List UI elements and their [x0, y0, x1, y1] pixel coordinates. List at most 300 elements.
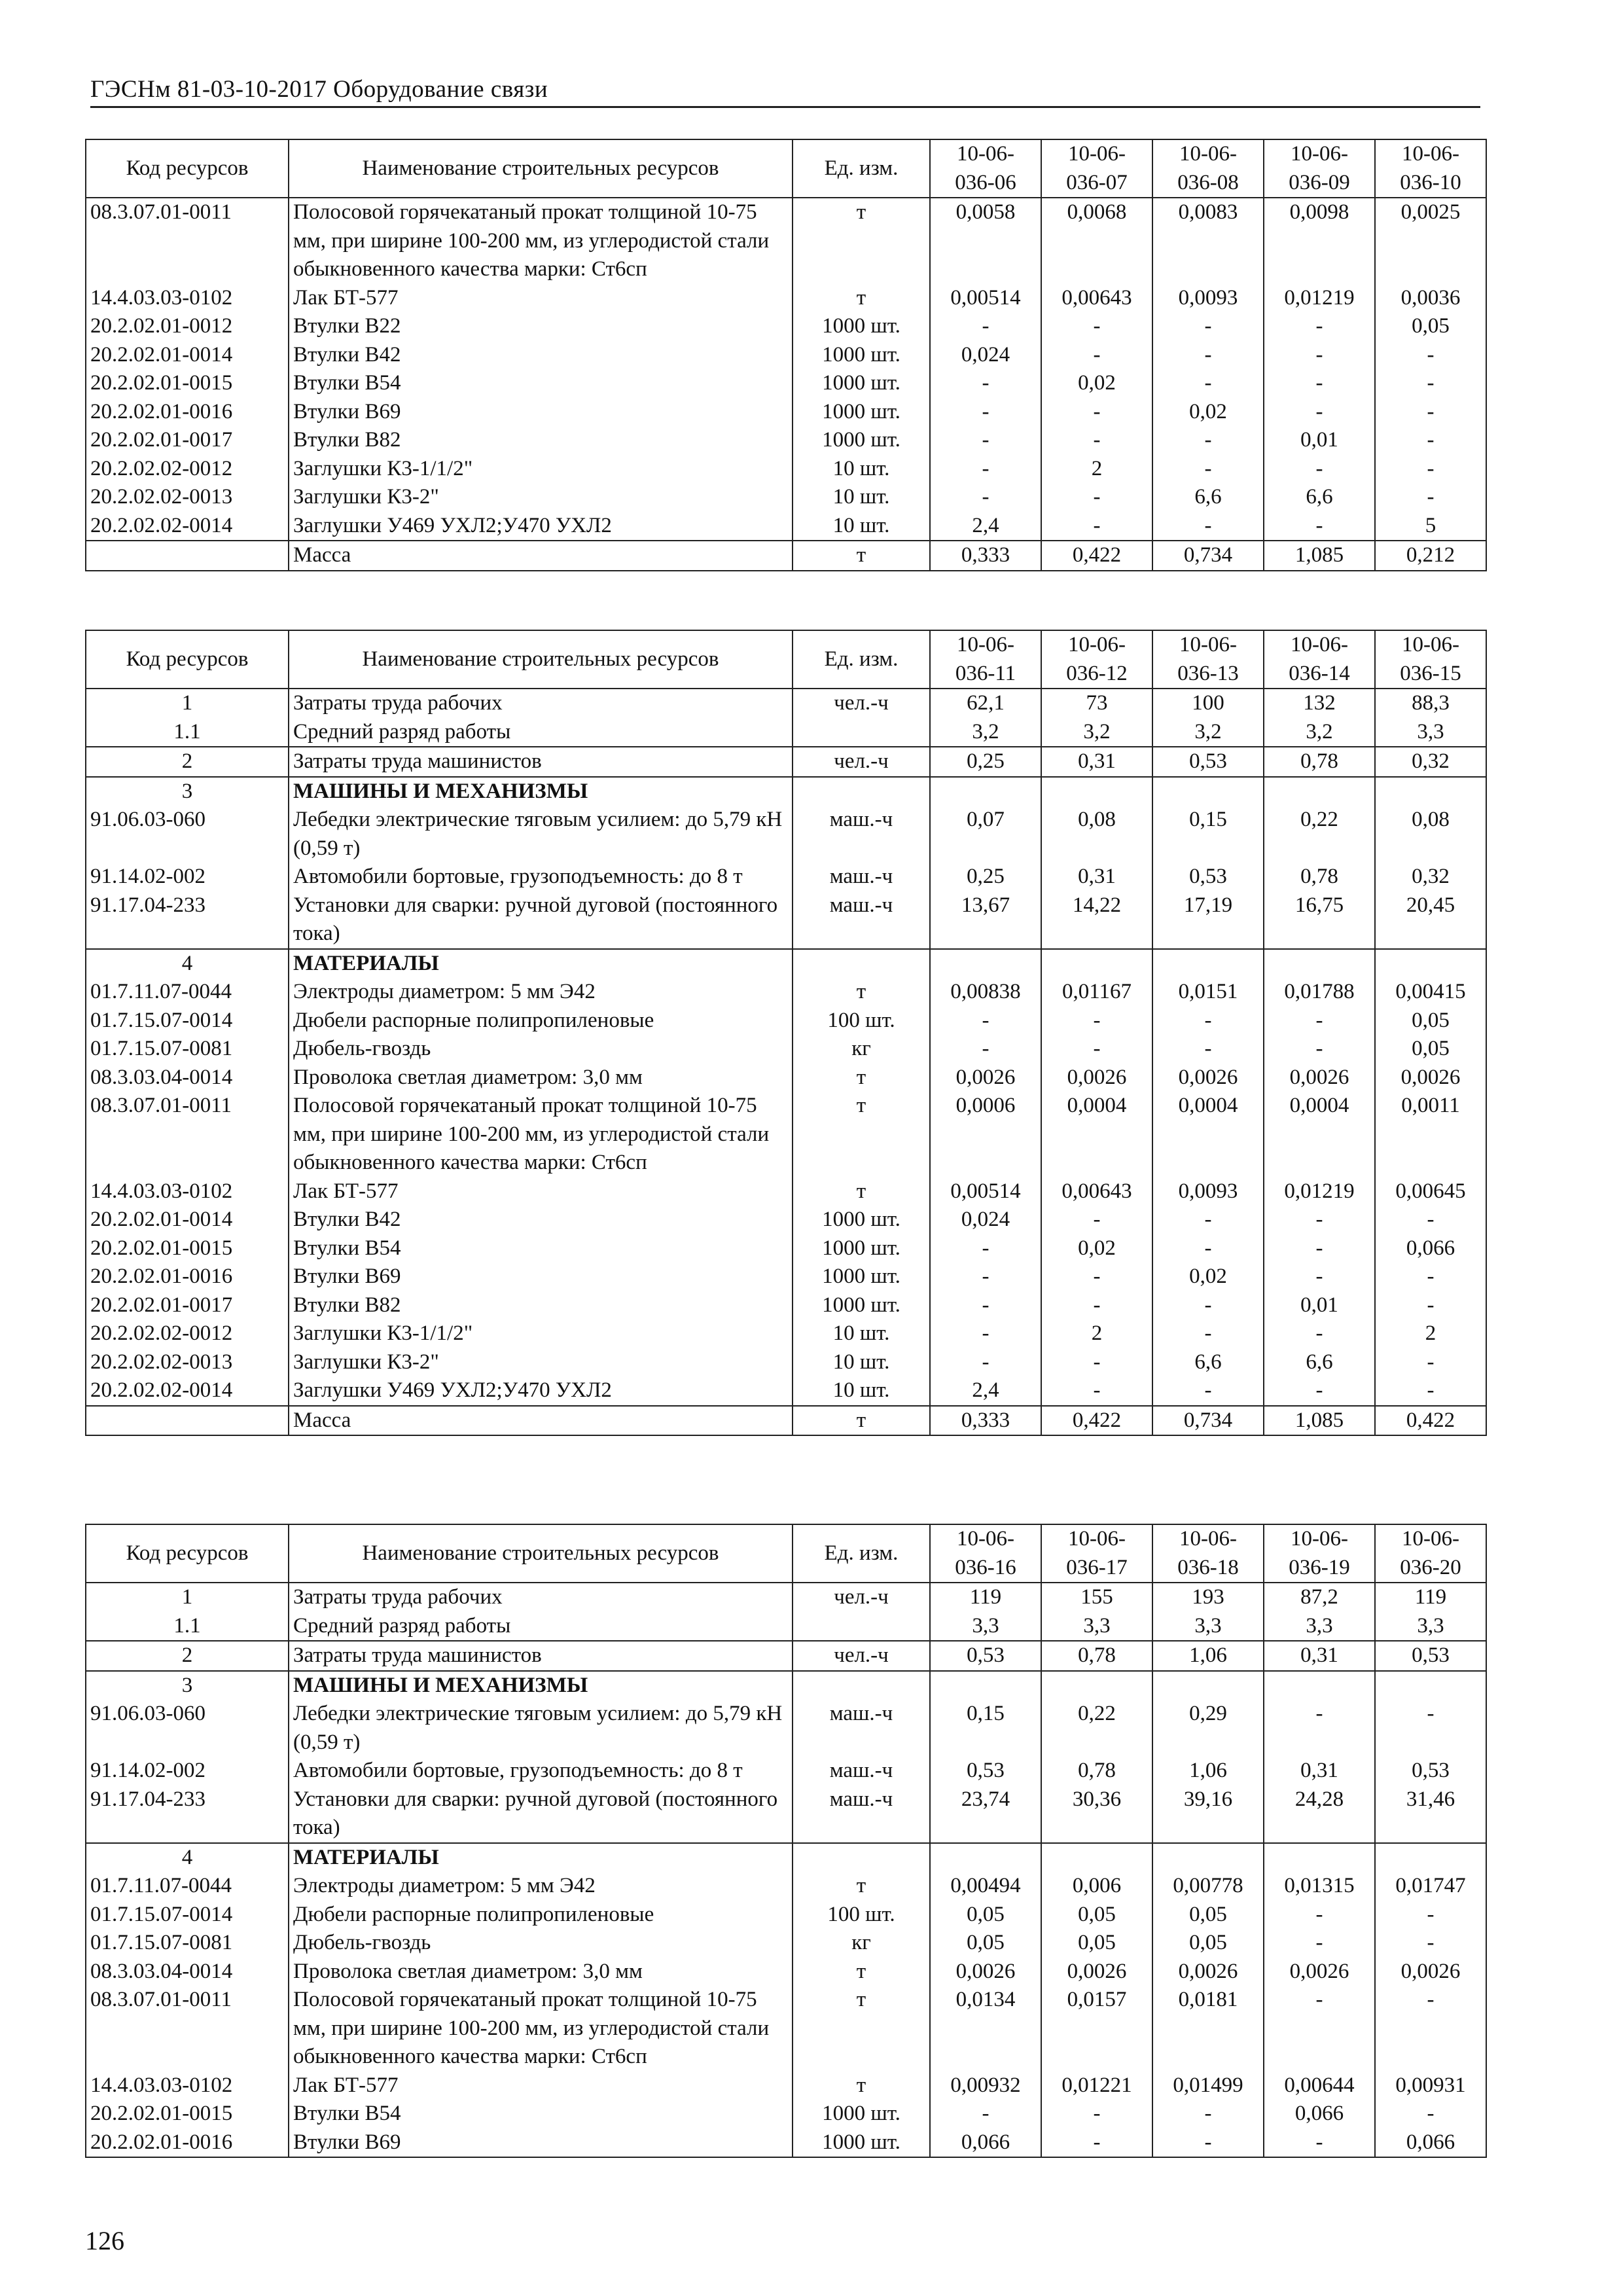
header-unit: Ед. изм. — [793, 630, 930, 689]
resource-value: - — [1152, 312, 1264, 341]
table-row — [86, 483, 1486, 512]
resource-unit: т — [793, 1986, 930, 2072]
resource-value: 0,00415 — [1375, 978, 1486, 1007]
resource-name: Втулки В42 — [289, 341, 793, 370]
resource-unit: т — [793, 541, 930, 571]
resource-value: 0,05 — [1152, 1901, 1264, 1929]
resource-value: - — [930, 1291, 1041, 1320]
resource-code: 20.2.02.01-0016 — [86, 2128, 289, 2158]
resource-value: - — [1264, 1901, 1375, 1929]
resource-name: Втулки В22 — [289, 312, 793, 341]
resource-value: 0,00494 — [930, 1872, 1041, 1901]
table-row — [86, 689, 1486, 718]
resource-value: 0,78 — [1264, 863, 1375, 891]
resource-value: 0,0157 — [1041, 1986, 1152, 2072]
table-row — [86, 198, 1486, 284]
section-title: МАТЕРИАЛЫ — [289, 949, 793, 978]
resource-value: - — [930, 1035, 1041, 1064]
resource-code: 20.2.02.01-0015 — [86, 2100, 289, 2128]
resource-value: - — [1264, 1206, 1375, 1234]
resource-value: 0,0026 — [930, 1958, 1041, 1986]
resource-value: 0,02 — [1041, 369, 1152, 398]
resource-value — [1264, 777, 1375, 806]
resource-value: 0,0134 — [930, 1986, 1041, 2072]
resource-value: 3,2 — [1264, 718, 1375, 747]
header-column-code: 10-06- 036-18 — [1152, 1524, 1264, 1583]
resource-unit: 1000 шт. — [793, 1291, 930, 1320]
resource-unit — [793, 718, 930, 747]
resource-value: 0,333 — [930, 1406, 1041, 1436]
resource-value: 6,6 — [1152, 1348, 1264, 1377]
resource-value: - — [1264, 1035, 1375, 1064]
resource-value: 119 — [930, 1583, 1041, 1612]
resource-value: 0,0026 — [1041, 1064, 1152, 1092]
resource-unit: 100 шт. — [793, 1901, 930, 1929]
header-column-code: 10-06- 036-08 — [1152, 139, 1264, 198]
resource-value: 0,00514 — [930, 284, 1041, 313]
table-row — [86, 891, 1486, 949]
resource-value: 39,16 — [1152, 1785, 1264, 1843]
resource-unit: 1000 шт. — [793, 2100, 930, 2128]
table-row — [86, 718, 1486, 747]
resource-code: 20.2.02.02-0012 — [86, 455, 289, 484]
resource-value: 2 — [1041, 1319, 1152, 1348]
resource-value: 5 — [1375, 512, 1486, 541]
table-row — [86, 1583, 1486, 1612]
resource-code: 01.7.15.07-0081 — [86, 1929, 289, 1958]
resource-value: - — [1152, 1319, 1264, 1348]
resource-code: 08.3.03.04-0014 — [86, 1958, 289, 1986]
resource-value: 155 — [1041, 1583, 1152, 1612]
table-row — [86, 1064, 1486, 1092]
table-row — [86, 455, 1486, 484]
resource-name: Втулки В69 — [289, 2128, 793, 2158]
table-row — [86, 1901, 1486, 1929]
table-header-row — [86, 139, 1486, 198]
resource-name: Полосовой горячекатаный прокат толщиной 10-75 мм, при ширине 100-200 мм, из углеродистой стали обыкновенного качества марки: Ст6сп — [289, 1986, 793, 2072]
resource-code: 91.14.02-002 — [86, 863, 289, 891]
resource-value: 13,67 — [930, 891, 1041, 949]
resource-value: - — [1152, 512, 1264, 541]
resource-unit: 10 шт. — [793, 1376, 930, 1406]
resource-value: - — [1152, 2128, 1264, 2158]
resource-value: 0,0026 — [930, 1064, 1041, 1092]
resource-unit: 10 шт. — [793, 455, 930, 484]
resource-value: 0,0026 — [1375, 1958, 1486, 1986]
resource-value: 0,25 — [930, 863, 1041, 891]
resource-value: 0,31 — [1041, 863, 1152, 891]
resource-value: - — [1264, 1929, 1375, 1958]
table-row — [86, 284, 1486, 313]
resource-name: Средний разряд работы — [289, 1612, 793, 1641]
table-row — [86, 1291, 1486, 1320]
resource-value: - — [1041, 2128, 1152, 2158]
resource-value: 0,0026 — [1375, 1064, 1486, 1092]
resource-name: Электроды диаметром: 5 мм Э42 — [289, 1872, 793, 1901]
resource-value: 24,28 — [1264, 1785, 1375, 1843]
header-column-code: 10-06- 036-15 — [1375, 630, 1486, 689]
resource-code: 1 — [86, 1583, 289, 1612]
resource-value: - — [1264, 2128, 1375, 2158]
section-title: МАШИНЫ И МЕХАНИЗМЫ — [289, 1671, 793, 1700]
header-unit: Ед. изм. — [793, 139, 930, 198]
resource-value: 0,01167 — [1041, 978, 1152, 1007]
resource-code: 20.2.02.01-0017 — [86, 426, 289, 455]
table-row — [86, 863, 1486, 891]
resource-value: - — [1041, 312, 1152, 341]
resources-table-2 — [85, 630, 1487, 1436]
resource-value: 0,31 — [1264, 1641, 1375, 1671]
resource-name: Заглушки К3-1/1/2" — [289, 455, 793, 484]
resource-value: 30,36 — [1041, 1785, 1152, 1843]
resource-name: Лак БТ-577 — [289, 1177, 793, 1206]
resource-value: 0,01 — [1264, 426, 1375, 455]
resource-value: 0,05 — [930, 1929, 1041, 1958]
resource-unit — [793, 1671, 930, 1700]
resource-value: - — [1041, 1291, 1152, 1320]
resource-value: 0,066 — [1375, 2128, 1486, 2158]
resource-unit: 100 шт. — [793, 1007, 930, 1035]
resource-code: 2 — [86, 747, 289, 777]
resource-value: 2 — [1041, 455, 1152, 484]
resource-value: 0,00838 — [930, 978, 1041, 1007]
resource-value: - — [1152, 426, 1264, 455]
section-title: МАТЕРИАЛЫ — [289, 1843, 793, 1873]
resource-code: 01.7.11.07-0044 — [86, 978, 289, 1007]
resource-value: - — [1152, 1007, 1264, 1035]
resource-code: 08.3.07.01-0011 — [86, 1986, 289, 2072]
page-number: 126 — [85, 2226, 124, 2255]
resource-value: - — [930, 312, 1041, 341]
resource-value: 0,05 — [1041, 1929, 1152, 1958]
resource-code: 20.2.02.02-0013 — [86, 1348, 289, 1377]
resource-value: 0,006 — [1041, 1872, 1152, 1901]
resource-value: 0,02 — [1152, 398, 1264, 427]
resource-unit: т — [793, 284, 930, 313]
resource-code: 1.1 — [86, 1612, 289, 1641]
table-row — [86, 398, 1486, 427]
resource-unit: 1000 шт. — [793, 398, 930, 427]
resource-value — [1264, 1671, 1375, 1700]
resource-value: 119 — [1375, 1583, 1486, 1612]
resource-unit: маш.-ч — [793, 1785, 930, 1843]
resource-code: 08.3.03.04-0014 — [86, 1064, 289, 1092]
resource-value: - — [1041, 1263, 1152, 1291]
resource-name: Затраты труда машинистов — [289, 1641, 793, 1671]
resource-value: 0,0004 — [1041, 1092, 1152, 1177]
resource-value: 0,08 — [1375, 806, 1486, 863]
resource-code: 20.2.02.01-0015 — [86, 369, 289, 398]
resource-value: 1,085 — [1264, 1406, 1375, 1436]
resource-value: 20,45 — [1375, 891, 1486, 949]
resource-value: - — [1152, 2100, 1264, 2128]
resource-value: 0,29 — [1152, 1700, 1264, 1757]
resource-value: 0,00645 — [1375, 1177, 1486, 1206]
header-column-code: 10-06- 036-07 — [1041, 139, 1152, 198]
table-row — [86, 369, 1486, 398]
table-row — [86, 806, 1486, 863]
table-row — [86, 1035, 1486, 1064]
resource-unit: 1000 шт. — [793, 426, 930, 455]
resource-value: 0,212 — [1375, 541, 1486, 571]
resource-value — [1375, 777, 1486, 806]
resource-code: 20.2.02.02-0012 — [86, 1319, 289, 1348]
header-name: Наименование строительных ресурсов — [289, 630, 793, 689]
resource-value: 0,31 — [1041, 747, 1152, 777]
resource-name: Втулки В54 — [289, 1234, 793, 1263]
resource-value: 0,53 — [1375, 1641, 1486, 1671]
resource-value: - — [1375, 341, 1486, 370]
header-column-code: 10-06- 036-12 — [1041, 630, 1152, 689]
resource-value: 0,78 — [1041, 1757, 1152, 1785]
resource-value: 0,53 — [930, 1757, 1041, 1785]
table-row — [86, 1376, 1486, 1406]
resource-name: Втулки В82 — [289, 426, 793, 455]
resource-value: 3,3 — [1041, 1612, 1152, 1641]
resource-code: 20.2.02.01-0014 — [86, 341, 289, 370]
resource-value — [1375, 949, 1486, 978]
resource-value: 0,422 — [1041, 541, 1152, 571]
table-row — [86, 1986, 1486, 2072]
resource-code: 08.3.07.01-0011 — [86, 198, 289, 284]
resource-value: - — [930, 398, 1041, 427]
table-row — [86, 747, 1486, 777]
resource-value: - — [1375, 2100, 1486, 2128]
resource-name: Автомобили бортовые, грузоподъемность: до 8 т — [289, 863, 793, 891]
resource-code: 20.2.02.02-0013 — [86, 483, 289, 512]
resource-value: 0,024 — [930, 1206, 1041, 1234]
resource-value: 0,01788 — [1264, 978, 1375, 1007]
header-column-code: 10-06- 036-11 — [930, 630, 1041, 689]
resource-value: 14,22 — [1041, 891, 1152, 949]
resource-value — [1264, 949, 1375, 978]
resource-value: - — [1152, 1234, 1264, 1263]
resource-value: 0,22 — [1041, 1700, 1152, 1757]
resource-unit: 10 шт. — [793, 1319, 930, 1348]
resource-value — [1152, 1843, 1264, 1873]
resource-value: - — [1264, 1234, 1375, 1263]
table-row — [86, 1929, 1486, 1958]
resource-code: 1.1 — [86, 718, 289, 747]
resource-name: Установки для сварки: ручной дуговой (постоянного тока) — [289, 891, 793, 949]
resource-code: 14.4.03.03-0102 — [86, 2072, 289, 2100]
resource-value: - — [1041, 1376, 1152, 1406]
resource-value: 0,78 — [1264, 747, 1375, 777]
resource-value: - — [930, 1007, 1041, 1035]
resource-value: 0,15 — [1152, 806, 1264, 863]
table-row — [86, 2072, 1486, 2100]
resource-code: 3 — [86, 777, 289, 806]
resource-value: - — [1152, 341, 1264, 370]
resource-unit — [793, 949, 930, 978]
resource-name: Втулки В42 — [289, 1206, 793, 1234]
resource-value: 0,31 — [1264, 1757, 1375, 1785]
resource-value: 1,085 — [1264, 541, 1375, 571]
resource-name: Заглушки У469 УХЛ2;У470 УХЛ2 — [289, 512, 793, 541]
resource-code: 20.2.02.02-0014 — [86, 1376, 289, 1406]
resource-value: - — [1375, 1986, 1486, 2072]
resource-value — [1375, 1671, 1486, 1700]
resource-value: - — [1375, 483, 1486, 512]
resource-name: Дюбели распорные полипропиленовые — [289, 1901, 793, 1929]
table-row — [86, 312, 1486, 341]
resource-value: 0,422 — [1041, 1406, 1152, 1436]
resource-unit: 1000 шт. — [793, 341, 930, 370]
resource-value: - — [1041, 512, 1152, 541]
resource-value: 0,05 — [1375, 1007, 1486, 1035]
resource-value: - — [930, 369, 1041, 398]
resource-value: - — [1375, 455, 1486, 484]
table-row — [86, 1872, 1486, 1901]
resource-value — [1041, 1843, 1152, 1873]
resource-code: 91.06.03-060 — [86, 1700, 289, 1757]
table-row — [86, 341, 1486, 370]
resource-name: Лебедки электрические тяговым усилием: до 5,79 кН (0,59 т) — [289, 806, 793, 863]
resource-value — [1041, 777, 1152, 806]
resource-value: 2,4 — [930, 512, 1041, 541]
resource-value: 0,066 — [1375, 1234, 1486, 1263]
resources-table-1 — [85, 139, 1487, 571]
resource-value: 0,0098 — [1264, 198, 1375, 284]
resource-value: 0,00643 — [1041, 1177, 1152, 1206]
resource-name: Полосовой горячекатаный прокат толщиной 10-75 мм, при ширине 100-200 мм, из углеродистой стали обыкновенного качества марки: Ст6сп — [289, 198, 793, 284]
table-row — [86, 512, 1486, 541]
resource-value: 100 — [1152, 689, 1264, 718]
resource-value: 0,0006 — [930, 1092, 1041, 1177]
resource-value: - — [1041, 1348, 1152, 1377]
resource-value: 0,32 — [1375, 863, 1486, 891]
resource-unit: т — [793, 978, 930, 1007]
header-code: Код ресурсов — [86, 139, 289, 198]
resource-value — [1152, 777, 1264, 806]
resource-value: 0,0004 — [1264, 1092, 1375, 1177]
header-column-code: 10-06- 036-20 — [1375, 1524, 1486, 1583]
resource-code: 20.2.02.01-0017 — [86, 1291, 289, 1320]
resource-value: - — [1375, 1929, 1486, 1958]
resource-value — [930, 949, 1041, 978]
resource-value: 0,0026 — [1152, 1064, 1264, 1092]
resource-value: - — [1041, 341, 1152, 370]
resource-value: 0,01219 — [1264, 284, 1375, 313]
resource-value: - — [1264, 341, 1375, 370]
header-column-code: 10-06- 036-09 — [1264, 139, 1375, 198]
resource-value: 1,06 — [1152, 1757, 1264, 1785]
resource-name: Установки для сварки: ручной дуговой (постоянного тока) — [289, 1785, 793, 1843]
header-column-code: 10-06- 036-13 — [1152, 630, 1264, 689]
resource-value: 0,15 — [930, 1700, 1041, 1757]
table-row — [86, 1785, 1486, 1843]
resource-value: 0,0093 — [1152, 284, 1264, 313]
resource-value: - — [1375, 1263, 1486, 1291]
resources-table-3 — [85, 1524, 1487, 2158]
resource-value — [1041, 949, 1152, 978]
resource-value: 0,53 — [1375, 1757, 1486, 1785]
resource-name: Лак БТ-577 — [289, 284, 793, 313]
resource-unit: 1000 шт. — [793, 1234, 930, 1263]
resource-value: 0,05 — [1041, 1901, 1152, 1929]
resource-unit — [793, 1843, 930, 1873]
table-row — [86, 1092, 1486, 1177]
resource-value: 0,01315 — [1264, 1872, 1375, 1901]
resource-value: 0,0011 — [1375, 1092, 1486, 1177]
resource-unit: 1000 шт. — [793, 1206, 930, 1234]
resource-value: 1,06 — [1152, 1641, 1264, 1671]
resource-value: 0,734 — [1152, 1406, 1264, 1436]
resource-value: 3,2 — [1041, 718, 1152, 747]
resource-value: 0,0093 — [1152, 1177, 1264, 1206]
resource-value: 0,00931 — [1375, 2072, 1486, 2100]
resource-value: 0,0025 — [1375, 198, 1486, 284]
resource-value: 0,00644 — [1264, 2072, 1375, 2100]
resource-value: 0,53 — [930, 1641, 1041, 1671]
resource-code: 01.7.11.07-0044 — [86, 1872, 289, 1901]
resource-name: Масса — [289, 1406, 793, 1436]
resource-value: 3,3 — [1152, 1612, 1264, 1641]
resource-name: Проволока светлая диаметром: 3,0 мм — [289, 1064, 793, 1092]
resource-unit: 1000 шт. — [793, 2128, 930, 2158]
resource-name: Электроды диаметром: 5 мм Э42 — [289, 978, 793, 1007]
resource-value: 73 — [1041, 689, 1152, 718]
resource-value: 3,2 — [930, 718, 1041, 747]
header-name: Наименование строительных ресурсов — [289, 139, 793, 198]
table-row — [86, 978, 1486, 1007]
section-title: МАШИНЫ И МЕХАНИЗМЫ — [289, 777, 793, 806]
resource-value: 3,2 — [1152, 718, 1264, 747]
resource-code: 91.14.02-002 — [86, 1757, 289, 1785]
resource-name: Затраты труда рабочих — [289, 689, 793, 718]
resource-value: 0,05 — [1375, 312, 1486, 341]
resource-value: - — [930, 1348, 1041, 1377]
resource-value: 0,0151 — [1152, 978, 1264, 1007]
table-row — [86, 541, 1486, 571]
resource-code: 20.2.02.01-0012 — [86, 312, 289, 341]
page-header: ГЭСНм 81-03-10-2017 Оборудование связи — [90, 73, 1480, 108]
resource-value — [930, 1671, 1041, 1700]
resource-value: - — [1041, 2100, 1152, 2128]
resource-value — [930, 1843, 1041, 1873]
header-column-code: 10-06- 036-10 — [1375, 139, 1486, 198]
resource-value: - — [1264, 455, 1375, 484]
resource-unit: кг — [793, 1929, 930, 1958]
table-row — [86, 1757, 1486, 1785]
resource-value: - — [1375, 369, 1486, 398]
table-row — [86, 1958, 1486, 1986]
table-row — [86, 2100, 1486, 2128]
resource-value: 6,6 — [1264, 1348, 1375, 1377]
header-code: Код ресурсов — [86, 1524, 289, 1583]
resource-code: 4 — [86, 1843, 289, 1873]
resource-value: - — [1264, 1319, 1375, 1348]
resource-name: Автомобили бортовые, грузоподъемность: до 8 т — [289, 1757, 793, 1785]
resource-value: 0,333 — [930, 541, 1041, 571]
resource-unit: 10 шт. — [793, 512, 930, 541]
table-row — [86, 426, 1486, 455]
resource-unit: кг — [793, 1035, 930, 1064]
resource-value: - — [930, 455, 1041, 484]
resource-unit: чел.-ч — [793, 1641, 930, 1671]
resource-value — [1152, 1671, 1264, 1700]
header-column-code: 10-06- 036-19 — [1264, 1524, 1375, 1583]
resource-value: 0,024 — [930, 341, 1041, 370]
resource-value: 0,25 — [930, 747, 1041, 777]
resource-value: 0,0004 — [1152, 1092, 1264, 1177]
resource-value: 193 — [1152, 1583, 1264, 1612]
resource-name: Лебедки электрические тяговым усилием: до 5,79 кН (0,59 т) — [289, 1700, 793, 1757]
header-column-code: 10-06- 036-14 — [1264, 630, 1375, 689]
resource-value — [930, 777, 1041, 806]
resource-value: 0,07 — [930, 806, 1041, 863]
header-column-code: 10-06- 036-17 — [1041, 1524, 1152, 1583]
